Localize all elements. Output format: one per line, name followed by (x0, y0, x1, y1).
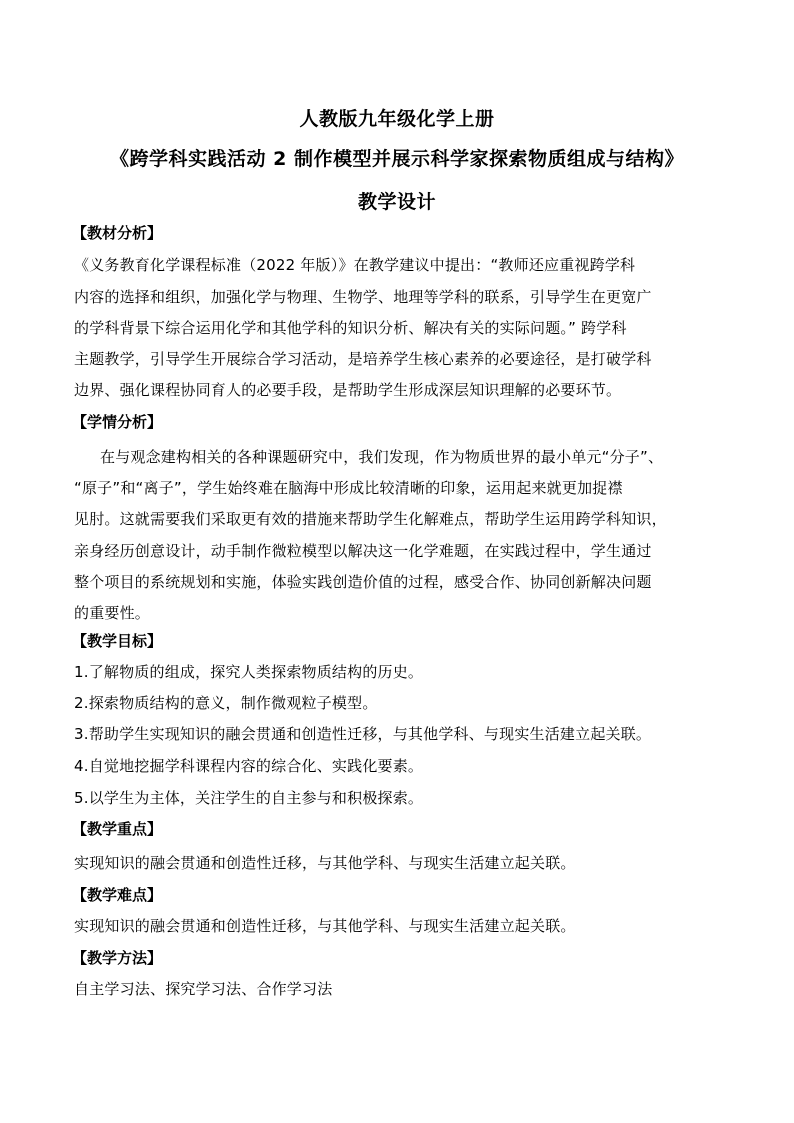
goal-item: 4.自觉地挖掘学科课程内容的综合化、实践化要素。 (74, 757, 424, 775)
paragraph-line: 内容的选择和组织，加强化学与物理、生物学、地理等学科的联系，引导学生在更宽广 (74, 288, 652, 306)
key-point-text: 实现知识的融会贯通和创造性迁移，与其他学科、与现实生活建立起关联。 (74, 854, 576, 872)
paragraph-line: 边界、强化课程协同育人的必要手段，是帮助学生形成深层知识理解的必要环节。 (74, 381, 622, 399)
paragraph-line: 的学科背景下综合运用化学和其他学科的知识分析、解决有关的实际问题。” 跨学科 (74, 319, 627, 337)
paragraph-line: 见肘。这就需要我们采取更有效的措施来帮助学生化解难点，帮助学生运用跨学科知识， (74, 510, 667, 528)
document-subtitle: 《跨学科实践活动 2 制作模型并展示科学家探索物质组成与结构》 (110, 148, 684, 170)
paragraph-line: 主题教学，引导学生开展综合学习活动，是培养学生核心素养的必要途径，是打破学科 (74, 350, 652, 368)
paragraph-line: 整个项目的系统规划和实施，体验实践创造价值的过程，感受合作、协同创新解决问题 (74, 573, 652, 591)
document-type-title: 教学设计 (357, 191, 436, 213)
section-heading-students: 【学情分析】 (72, 413, 163, 431)
section-heading-key: 【教学重点】 (72, 820, 163, 838)
methods-text: 自主学习法、探究学习法、合作学习法 (74, 980, 333, 998)
paragraph-line: 的重要性。 (74, 604, 151, 622)
section-heading-methods: 【教学方法】 (72, 949, 163, 967)
section-heading-goals: 【教学目标】 (72, 632, 163, 650)
goal-item: 3.帮助学生实现知识的融会贯通和创造性迁移，与其他学科、与现实生活建立起关联。 (74, 725, 652, 743)
goal-item: 5.以学生为主体，关注学生的自主参与和积极探索。 (74, 789, 424, 807)
document-title: 人教版九年级化学上册 (299, 108, 495, 130)
paragraph-line: “原子”和“离子”，学生始终难在脑海中形成比较清晰的印象，运用起来就更加捉襟 (74, 479, 623, 497)
goal-item: 1.了解物质的组成，探究人类探索物质结构的历史。 (74, 663, 424, 681)
paragraph-line: 在与观念建构相关的各种课题研究中，我们发现，作为物质世界的最小单元“分子”、 (100, 448, 664, 466)
section-heading-difficult: 【教学难点】 (72, 886, 163, 904)
paragraph-line: 亲身经历创意设计，动手制作微粒模型以解决这一化学难题，在实践过程中，学生通过 (74, 542, 652, 560)
difficult-point-text: 实现知识的融会贯通和创造性迁移，与其他学科、与现实生活建立起关联。 (74, 917, 576, 935)
section-heading-material: 【教材分析】 (72, 224, 163, 242)
paragraph-line: 《义务教育化学课程标准（2022 年版）》在教学建议中提出：“教师还应重视跨学科 (74, 256, 636, 274)
goal-item: 2.探索物质结构的意义，制作微观粒子模型。 (74, 694, 378, 712)
